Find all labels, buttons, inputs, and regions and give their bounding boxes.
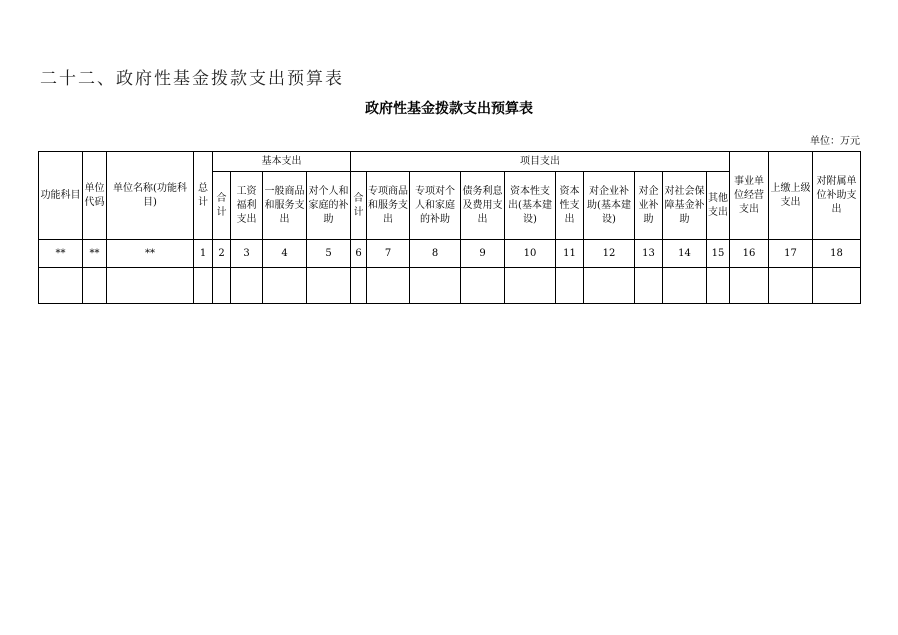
index-cell: 5 <box>307 240 351 268</box>
index-cell: 12 <box>584 240 635 268</box>
index-cell: 2 <box>213 240 231 268</box>
empty-cell <box>367 268 410 304</box>
empty-cell <box>556 268 584 304</box>
header-remit-superior: 上缴上级支出 <box>769 152 813 240</box>
header-project-household-subsidy: 专项对个人和家庭的补助 <box>410 172 461 240</box>
empty-cell <box>769 268 813 304</box>
index-cell: 17 <box>769 240 813 268</box>
header-subsidiary-subsidy: 对附属单位补助支出 <box>813 152 861 240</box>
empty-cell <box>707 268 730 304</box>
empty-cell <box>39 268 83 304</box>
empty-cell <box>813 268 861 304</box>
index-cell: ** <box>39 240 83 268</box>
header-basic-group: 基本支出 <box>213 152 351 172</box>
header-project-other: 其他支出 <box>707 172 730 240</box>
header-basic-wages: 工资福利支出 <box>231 172 263 240</box>
header-project-capital-construction: 资本性支出(基本建设) <box>505 172 556 240</box>
empty-cell <box>461 268 505 304</box>
index-cell: ** <box>107 240 194 268</box>
header-project-capital: 资本性支出 <box>556 172 584 240</box>
empty-cell <box>213 268 231 304</box>
empty-cell <box>663 268 707 304</box>
index-cell: 14 <box>663 240 707 268</box>
index-cell: 7 <box>367 240 410 268</box>
header-project-enterprise-construction: 对企业补助(基本建设) <box>584 172 635 240</box>
empty-cell <box>351 268 367 304</box>
section-heading: 二十二、政府性基金拨款支出预算表 <box>40 69 344 89</box>
header-project-group: 项目支出 <box>351 152 730 172</box>
header-project-goods-services: 专项商品和服务支出 <box>367 172 410 240</box>
empty-cell <box>83 268 107 304</box>
unit-label: 单位：万元 <box>810 136 860 147</box>
index-cell: 8 <box>410 240 461 268</box>
index-cell: 11 <box>556 240 584 268</box>
empty-cell <box>307 268 351 304</box>
budget-table <box>38 151 861 304</box>
header-basic-goods-services: 一般商品和服务支出 <box>263 172 307 240</box>
empty-cell <box>263 268 307 304</box>
index-cell: 1 <box>194 240 213 268</box>
empty-cell <box>410 268 461 304</box>
index-cell: 3 <box>231 240 263 268</box>
header-project-social-security: 对社会保障基金补助 <box>663 172 707 240</box>
table-row-empty <box>39 268 861 304</box>
index-cell: 16 <box>730 240 769 268</box>
index-cell: 15 <box>707 240 730 268</box>
page-title: 政府性基金拨款支出预算表 <box>365 101 533 117</box>
empty-cell <box>584 268 635 304</box>
empty-cell <box>231 268 263 304</box>
index-cell: 10 <box>505 240 556 268</box>
index-cell: 6 <box>351 240 367 268</box>
empty-cell <box>107 268 194 304</box>
header-basic-household-subsidy: 对个人和家庭的补助 <box>307 172 351 240</box>
header-unit-code: 单位代码 <box>83 152 107 240</box>
index-cell: 4 <box>263 240 307 268</box>
index-cell: 18 <box>813 240 861 268</box>
header-project-total: 合计 <box>351 172 367 240</box>
header-func-subject: 功能科目 <box>39 152 83 240</box>
empty-cell <box>194 268 213 304</box>
index-cell: 9 <box>461 240 505 268</box>
header-basic-total: 合计 <box>213 172 231 240</box>
header-unit-name: 单位名称(功能科目) <box>107 152 194 240</box>
header-total: 总计 <box>194 152 213 240</box>
header-project-enterprise: 对企业补助 <box>635 172 663 240</box>
index-cell: ** <box>83 240 107 268</box>
index-cell: 13 <box>635 240 663 268</box>
header-project-debt-interest: 债务利息及费用支出 <box>461 172 505 240</box>
empty-cell <box>730 268 769 304</box>
empty-cell <box>635 268 663 304</box>
empty-cell <box>505 268 556 304</box>
table-row-index <box>39 240 861 268</box>
header-business-operation: 事业单位经营支出 <box>730 152 769 240</box>
